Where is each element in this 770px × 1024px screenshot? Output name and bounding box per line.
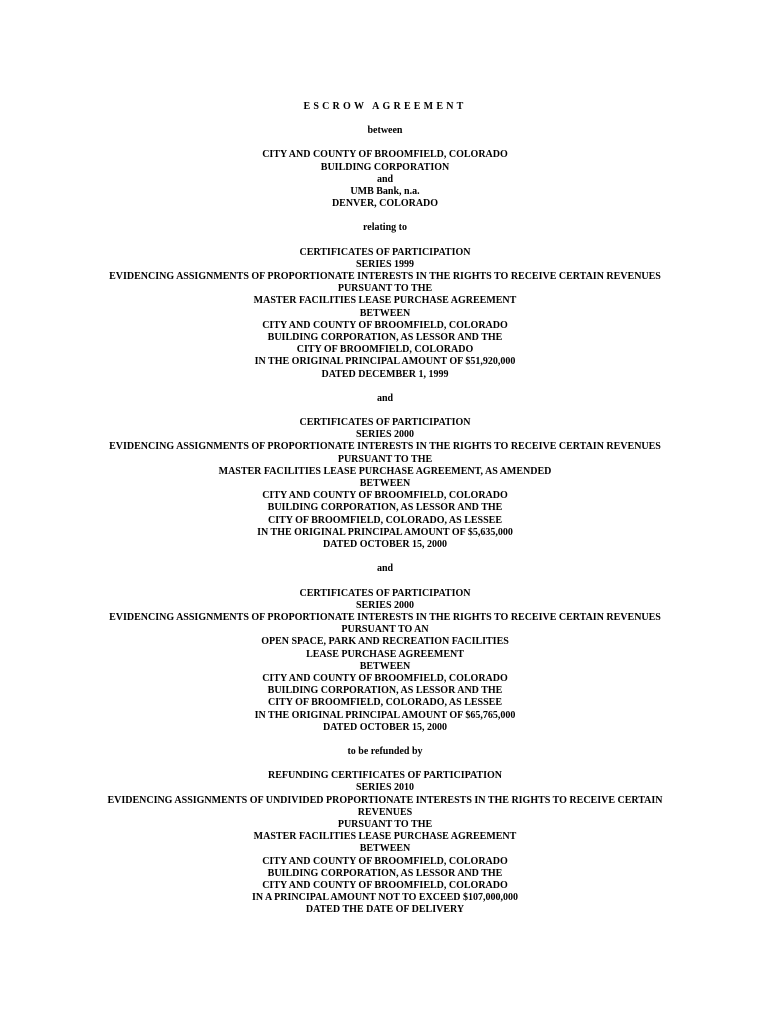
series-1999-line: CITY OF BROOMFIELD, COLORADO [296,344,474,356]
series-2000-b-line: BUILDING CORPORATION, AS LESSOR AND THE [267,685,503,697]
series-2000-a-line: PURSUANT TO THE [337,453,433,465]
relating-text: relating to [363,222,407,234]
series-2000-b-line: BETWEEN [359,660,411,672]
series-2010-line: BUILDING CORPORATION, AS LESSOR AND THE [267,867,503,879]
series-2000-a-line: CITY AND COUNTY OF BROOMFIELD, COLORADO [262,490,508,502]
series-2000-a-line: BETWEEN [359,478,411,490]
series-1999-line: CITY AND COUNTY OF BROOMFIELD, COLORADO [262,319,508,331]
series-2000-b-line: LEASE PURCHASE AGREEMENT [306,648,464,660]
cover-content [0,101,770,929]
series-2010-line: EVIDENCING ASSIGNMENTS OF UNDIVIDED PROPORTIONATE INTERESTS IN THE RIGHTS TO RECEIVE CERTAIN [107,794,663,806]
and-separator-1 [0,393,770,405]
series-2000-a-line: MASTER FACILITIES LEASE PURCHASE AGREEMENT, AS AMENDED [218,465,552,477]
and-text: and [376,392,394,404]
series-2000-a-line: DATED OCTOBER 15, 2000 [322,539,448,551]
between-label [0,125,770,137]
party-line: and [376,173,394,185]
series-2000-a-line: EVIDENCING ASSIGNMENTS OF PROPORTIONATE INTERESTS IN THE RIGHTS TO RECEIVE CERTAIN REVENUES [109,441,661,453]
series-2000-b-line: DATED OCTOBER 15, 2000 [322,721,448,733]
series-2010-line: BETWEEN [359,843,411,855]
parties-block [0,149,770,210]
series-2000-b-line: OPEN SPACE, PARK AND RECREATION FACILITIES [261,636,509,648]
series-2000-b-line: IN THE ORIGINAL PRINCIPAL AMOUNT OF $65,765,000 [254,709,516,721]
series-2000-b-line: CERTIFICATES OF PARTICIPATION [299,587,471,599]
party-line: DENVER, COLORADO [331,198,439,210]
series-1999-line: DATED DECEMBER 1, 1999 [321,368,449,380]
series-1999-line: BETWEEN [359,307,411,319]
and-text: and [376,563,394,575]
series-2010-line: PURSUANT TO THE [337,818,433,830]
series-2000-b-line: CITY OF BROOMFIELD, COLORADO, AS LESSEE [267,697,503,709]
series-2000-b-line: PURSUANT TO AN [341,624,429,636]
party-line: BUILDING CORPORATION [320,161,450,173]
series-2000-a-line: IN THE ORIGINAL PRINCIPAL AMOUNT OF $5,635,000 [257,526,513,538]
series-1999-line: PURSUANT TO THE [337,283,433,295]
series-2010-block [0,770,770,916]
series-1999-line: BUILDING CORPORATION, AS LESSOR AND THE [267,332,503,344]
series-2000-a-line: CERTIFICATES OF PARTICIPATION [299,417,471,429]
series-2000-a-line: CITY OF BROOMFIELD, COLORADO, AS LESSEE [267,514,503,526]
party-line: UMB Bank, n.a. [350,186,420,198]
series-2000-a-block [0,417,770,551]
series-2010-line: DATED THE DATE OF DELIVERY [305,904,465,916]
series-2010-line: IN A PRINCIPAL AMOUNT NOT TO EXCEED $107,000,000 [251,892,519,904]
series-2010-line: REFUNDING CERTIFICATES OF PARTICIPATION [267,770,503,782]
series-1999-line: MASTER FACILITIES LEASE PURCHASE AGREEMENT [253,295,517,307]
series-2000-b-line: EVIDENCING ASSIGNMENTS OF PROPORTIONATE INTERESTS IN THE RIGHTS TO RECEIVE CERTAIN REVENUES [109,611,661,623]
series-2010-line: SERIES 2010 [355,782,415,794]
series-2000-b-block [0,588,770,734]
series-2000-b-line: SERIES 2000 [355,599,415,611]
series-2010-line: MASTER FACILITIES LEASE PURCHASE AGREEMENT [253,831,517,843]
refunded-label [0,746,770,758]
party-line: CITY AND COUNTY OF BROOMFIELD, COLORADO [262,149,508,161]
document-title: ESCROW AGREEMENT [303,101,467,112]
and-separator-2 [0,563,770,575]
series-2010-line: CITY AND COUNTY OF BROOMFIELD, COLORADO [262,879,508,891]
series-1999-line: CERTIFICATES OF PARTICIPATION [299,246,471,258]
between-text: between [367,125,403,137]
series-2010-line: REVENUES [357,806,413,818]
series-1999-line: SERIES 1999 [355,258,415,270]
relating-label [0,222,770,234]
series-2000-a-line: BUILDING CORPORATION, AS LESSOR AND THE [267,502,503,514]
series-2000-b-line: CITY AND COUNTY OF BROOMFIELD, COLORADO [262,672,508,684]
series-2010-line: CITY AND COUNTY OF BROOMFIELD, COLORADO [262,855,508,867]
series-1999-line: IN THE ORIGINAL PRINCIPAL AMOUNT OF $51,920,000 [254,356,516,368]
refunded-text: to be refunded by [347,745,423,757]
series-2000-a-line: SERIES 2000 [355,429,415,441]
series-1999-block [0,247,770,381]
series-1999-line: EVIDENCING ASSIGNMENTS OF PROPORTIONATE INTERESTS IN THE RIGHTS TO RECEIVE CERTAIN REVENUES [109,271,661,283]
